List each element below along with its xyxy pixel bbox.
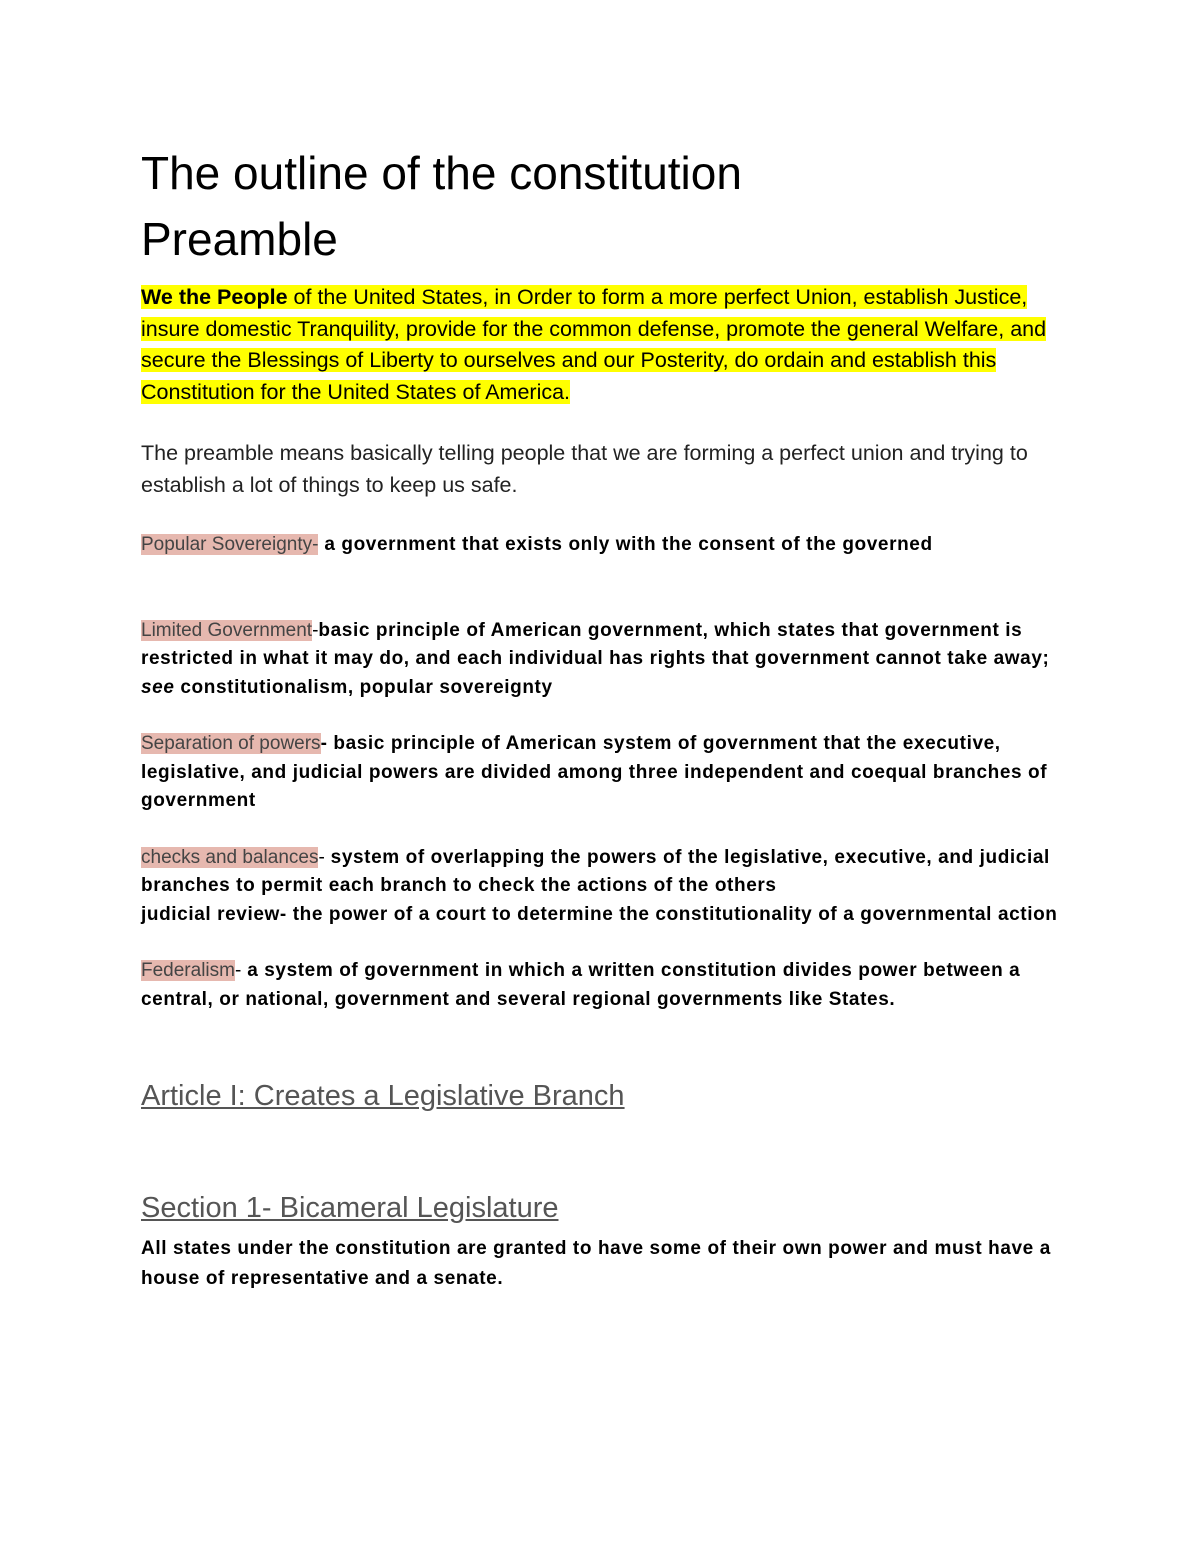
term-definition-see: see bbox=[141, 676, 175, 698]
preamble-meaning: The preamble means basically telling people that we are forming a perfect union and trying to establish a lot of things to keep us safe. bbox=[141, 441, 1028, 497]
term-label bbox=[141, 620, 312, 641]
term-definition: basic principle of American system of government that the executive, legislative, and judicial powers are divided among three independent and coequal branches of government bbox=[141, 733, 1048, 811]
page-title: The outline of the constitution bbox=[141, 147, 742, 199]
term-limited-government bbox=[141, 617, 1071, 703]
term-label-text: Separation of powers bbox=[141, 733, 321, 754]
preamble-rest: of the United States, in Order to form a more perfect Union, establish Justice, insure domestic Tranquility, provide for the common defense, promote the general Welfare, and secure the Blessings of Liberty to ourselves and our Posterity, do ordain and establish this Constitution for the United States of America. bbox=[141, 285, 1047, 404]
article-1-heading: Article I: Creates a Legislative Branch bbox=[141, 1080, 625, 1112]
section-1-heading: Section 1- Bicameral Legislature bbox=[141, 1192, 559, 1224]
term-label-text: Limited Government bbox=[141, 619, 313, 641]
term-definition: judicial review- the power of a court to determine the constitutionality of a governmental action bbox=[141, 903, 1058, 925]
term-label-text: Popular Sovereignty bbox=[141, 534, 313, 555]
term-definition: a system of government in which a written constitution divides power between a central, or national, government and several regional governments like States. bbox=[141, 960, 1021, 1010]
document-page bbox=[141, 140, 1071, 1294]
term-dash: - bbox=[234, 960, 242, 981]
term-definition: system of overlapping the powers of the legislative, executive, and judicial branches to permit each branch to check the actions of the others bbox=[141, 846, 1050, 896]
preamble-text bbox=[141, 282, 1071, 408]
term-federalism bbox=[141, 957, 1071, 1014]
term-definition-part: basic principle of American government, which states that government is restricted in what it may do, and each individual has rights that government cannot take away; bbox=[141, 619, 1050, 669]
term-dash: - bbox=[312, 534, 319, 555]
term-label bbox=[141, 733, 321, 754]
term-definition-part: constitutionalism, popular sovereignty bbox=[174, 676, 553, 698]
term-definition: a government that exists only with the consent of the governed bbox=[318, 534, 933, 555]
term-dash: - bbox=[318, 846, 325, 868]
term-dash: - bbox=[312, 619, 319, 641]
term-popular-sovereignty bbox=[141, 531, 1071, 560]
term-label-text: Federalism bbox=[141, 960, 235, 981]
term-label bbox=[141, 960, 235, 981]
section-1-body: All states under the constitution are granted to have some of their own power and must have a house of representative and a senate. bbox=[141, 1238, 1051, 1289]
term-separation-of-powers bbox=[141, 730, 1071, 816]
term-label bbox=[141, 847, 318, 868]
term-checks-and-balances bbox=[141, 844, 1071, 901]
term-label bbox=[141, 534, 318, 555]
term-judicial-review bbox=[141, 901, 1071, 930]
section-title-preamble: Preamble bbox=[141, 213, 338, 265]
term-dash: - bbox=[320, 733, 328, 754]
term-label-text: checks and balances bbox=[141, 846, 319, 868]
preamble-lead: We the People bbox=[141, 285, 288, 309]
